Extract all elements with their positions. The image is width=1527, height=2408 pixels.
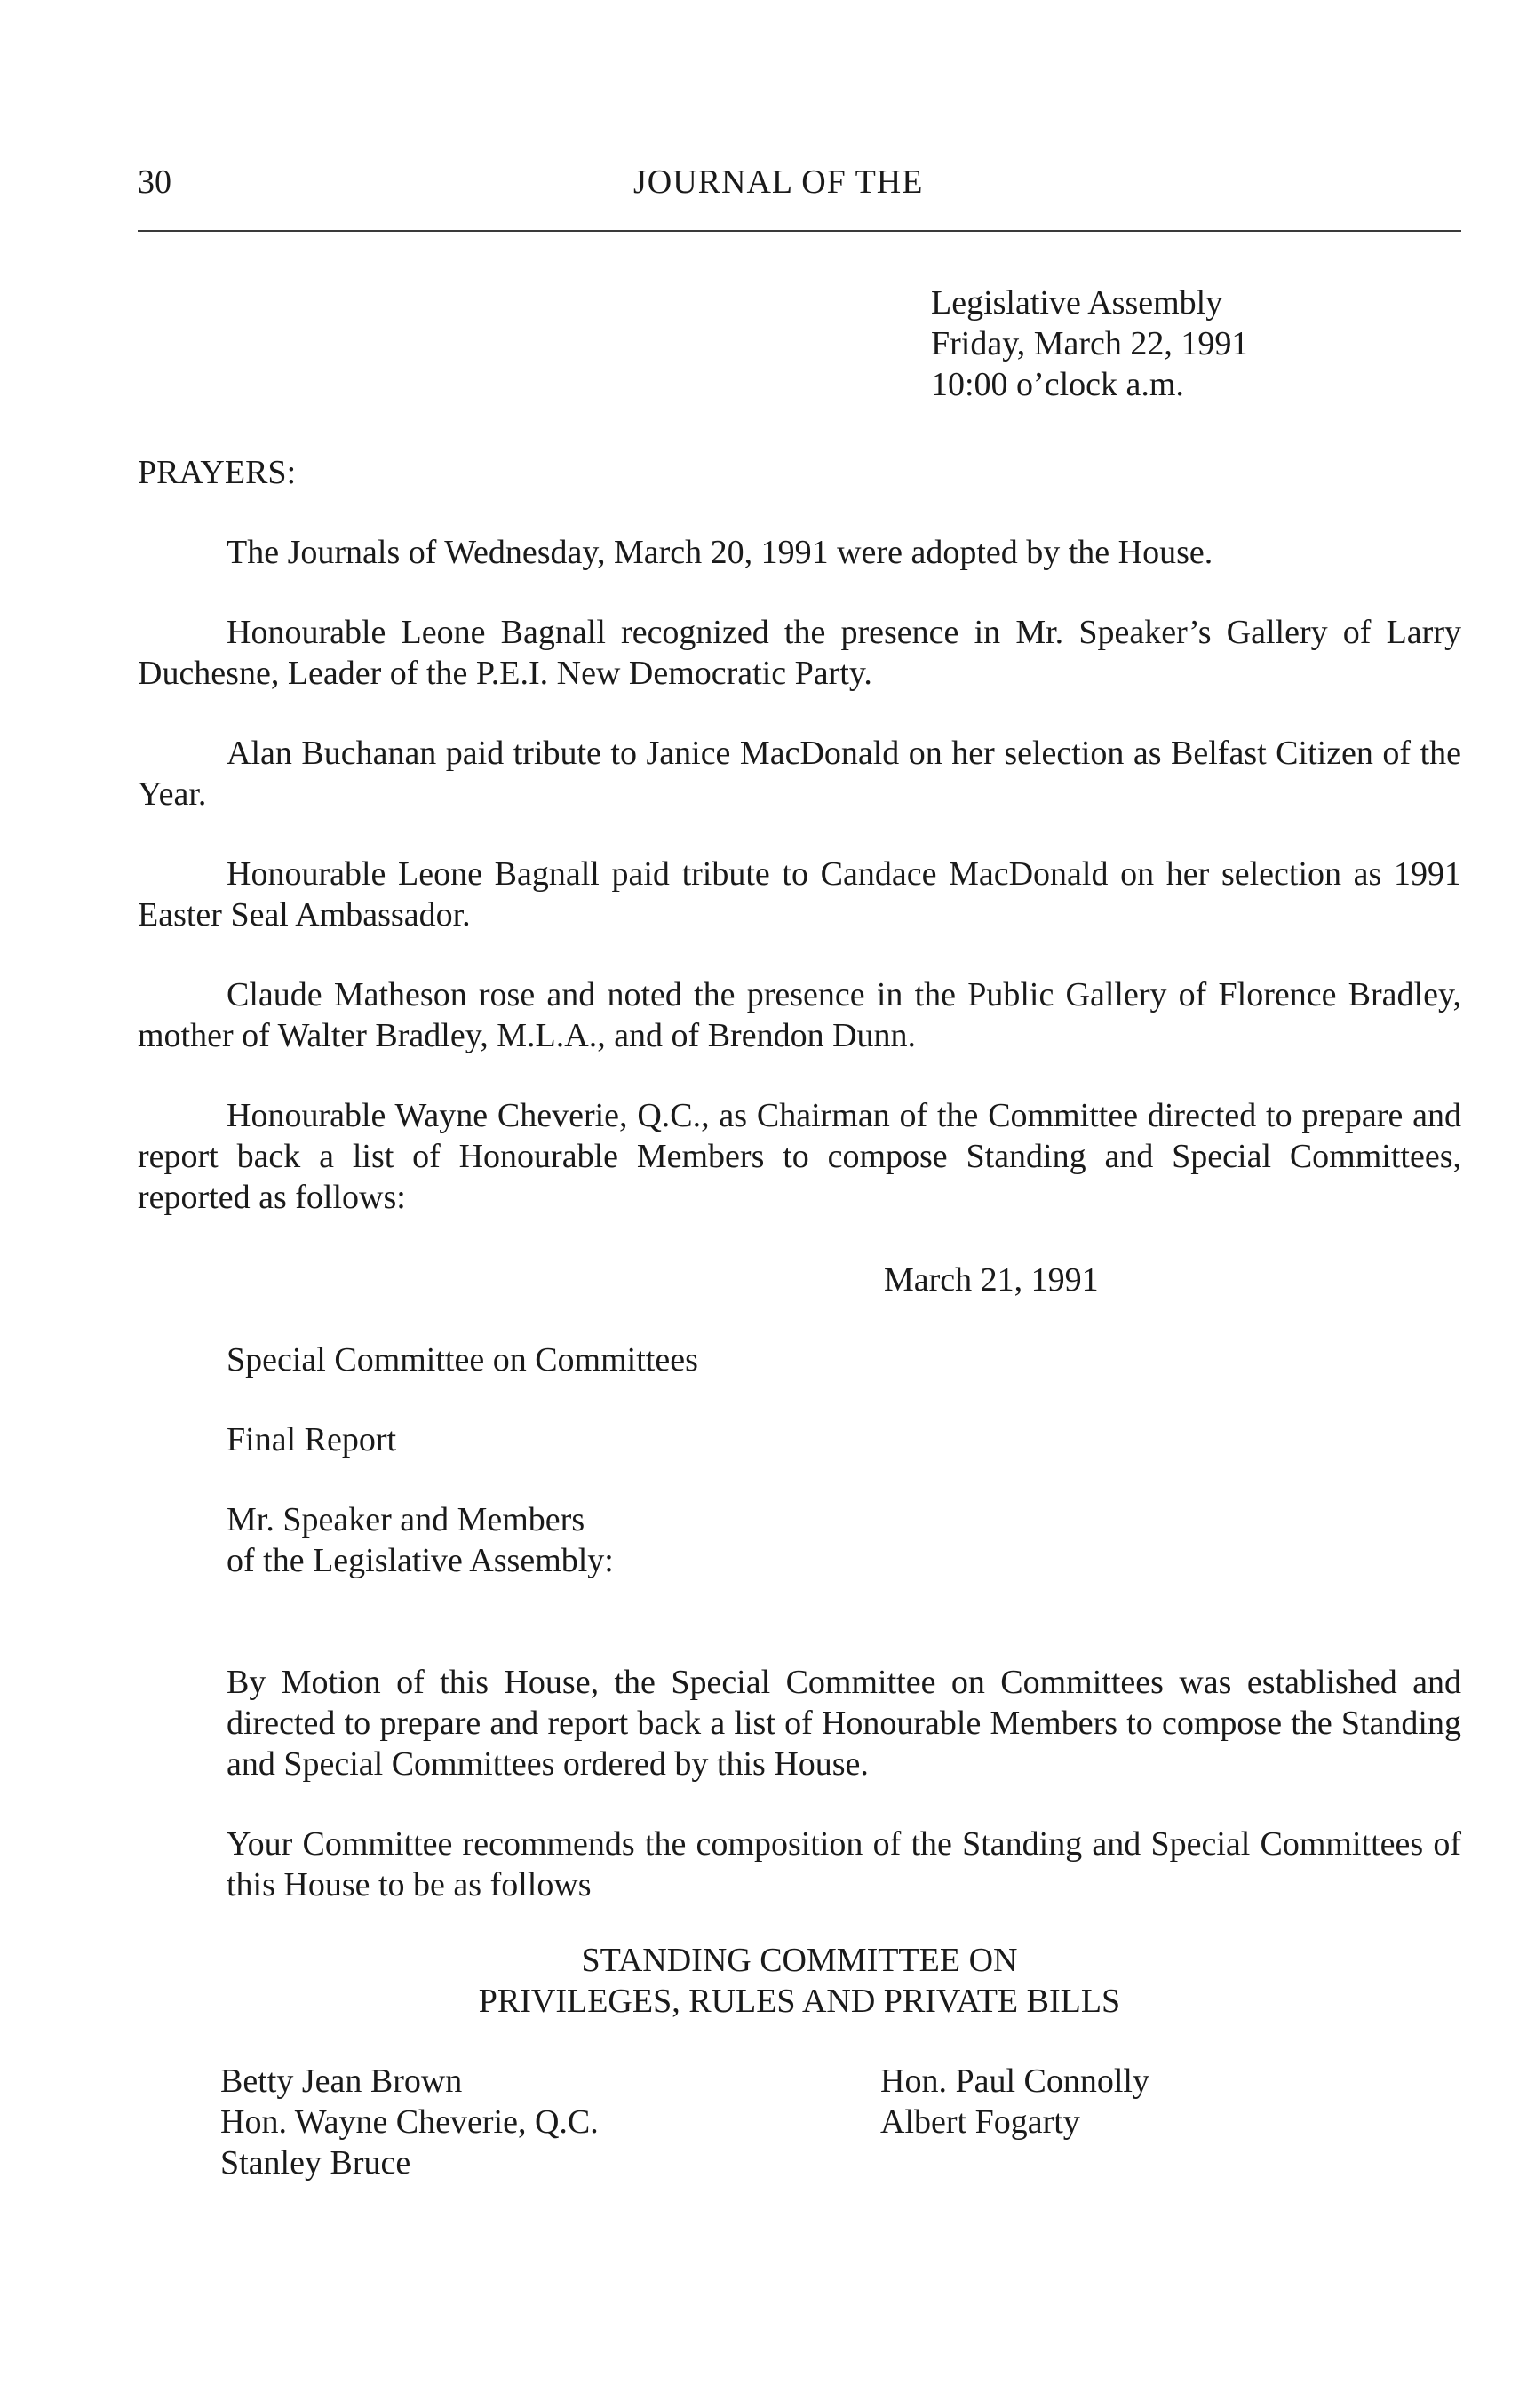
page-number: 30 [138, 163, 171, 201]
report-title: Special Committee on Committees [227, 1341, 698, 1379]
paragraph-tribute-buchanan: Alan Buchanan paid tribute to Janice MacDonald on her selection as Belfast Citizen of the Year. [138, 735, 1461, 813]
report-subtitle: Final Report [227, 1421, 397, 1458]
committee-heading-line: PRIVILEGES, RULES AND PRIVATE BILLS [478, 1983, 1121, 2020]
address-line: of the Legislative Assembly: [227, 1542, 614, 1579]
header-rule [138, 230, 1461, 232]
paragraph-public-gallery: Claude Matheson rose and noted the presence in the Public Gallery of Florence Bradley, mother of Walter Bradley, M.L.A., and of Brendon Dunn. [138, 976, 1461, 1054]
paragraph-gallery-recognition: Honourable Leone Bagnall recognized the presence in Mr. Speaker’s Gallery of Larry Duchesne, Leader of the P.E.I. New Democratic Party. [138, 614, 1461, 692]
paragraph-journals-adopted: The Journals of Wednesday, March 20, 1991 were adopted by the House. [227, 534, 1213, 571]
committee-heading [138, 1940, 1461, 2022]
report-paragraph-motion: By Motion of this House, the Special Committee on Committees was established and directed to prepare and report back a list of Honourable Members to compose the Standing and Special Committees ordered by this House. [227, 1664, 1461, 1783]
member-name: Hon. Paul Connolly [880, 2062, 1149, 2100]
report-paragraph-recommendation: Your Committee recommends the composition of the Standing and Special Committees of this House to be as follows [227, 1825, 1461, 1903]
member-name: Hon. Wayne Cheverie, Q.C. [220, 2103, 599, 2141]
member-name: Stanley Bruce [220, 2144, 411, 2182]
member-name: Betty Jean Brown [220, 2062, 463, 2100]
report-date: March 21, 1991 [884, 1261, 1099, 1299]
paragraph-committee-report-intro: Honourable Wayne Cheverie, Q.C., as Chairman of the Committee directed to prepare and report back a list of Honourable Members to compose Standing and Special Committees, reported as follows: [138, 1097, 1461, 1216]
prayers-label: PRAYERS: [138, 454, 297, 491]
sitting-date: Friday, March 22, 1991 [931, 325, 1249, 362]
running-head: JOURNAL OF THE [633, 163, 924, 201]
committee-heading-line: STANDING COMMITTEE ON [581, 1942, 1018, 1979]
committee-members-right [880, 2061, 1149, 2142]
report-address [227, 1499, 614, 1581]
member-name: Albert Fogarty [880, 2103, 1080, 2141]
sitting-time: 10:00 o’clock a.m. [931, 366, 1184, 403]
sitting-block [931, 282, 1248, 405]
committee-members-left [220, 2061, 599, 2183]
paragraph-tribute-bagnall: Honourable Leone Bagnall paid tribute to Candace MacDonald on her selection as 1991 Easter Seal Ambassador. [138, 855, 1461, 934]
address-line: Mr. Speaker and Members [227, 1501, 585, 1538]
sitting-body: Legislative Assembly [931, 284, 1223, 322]
